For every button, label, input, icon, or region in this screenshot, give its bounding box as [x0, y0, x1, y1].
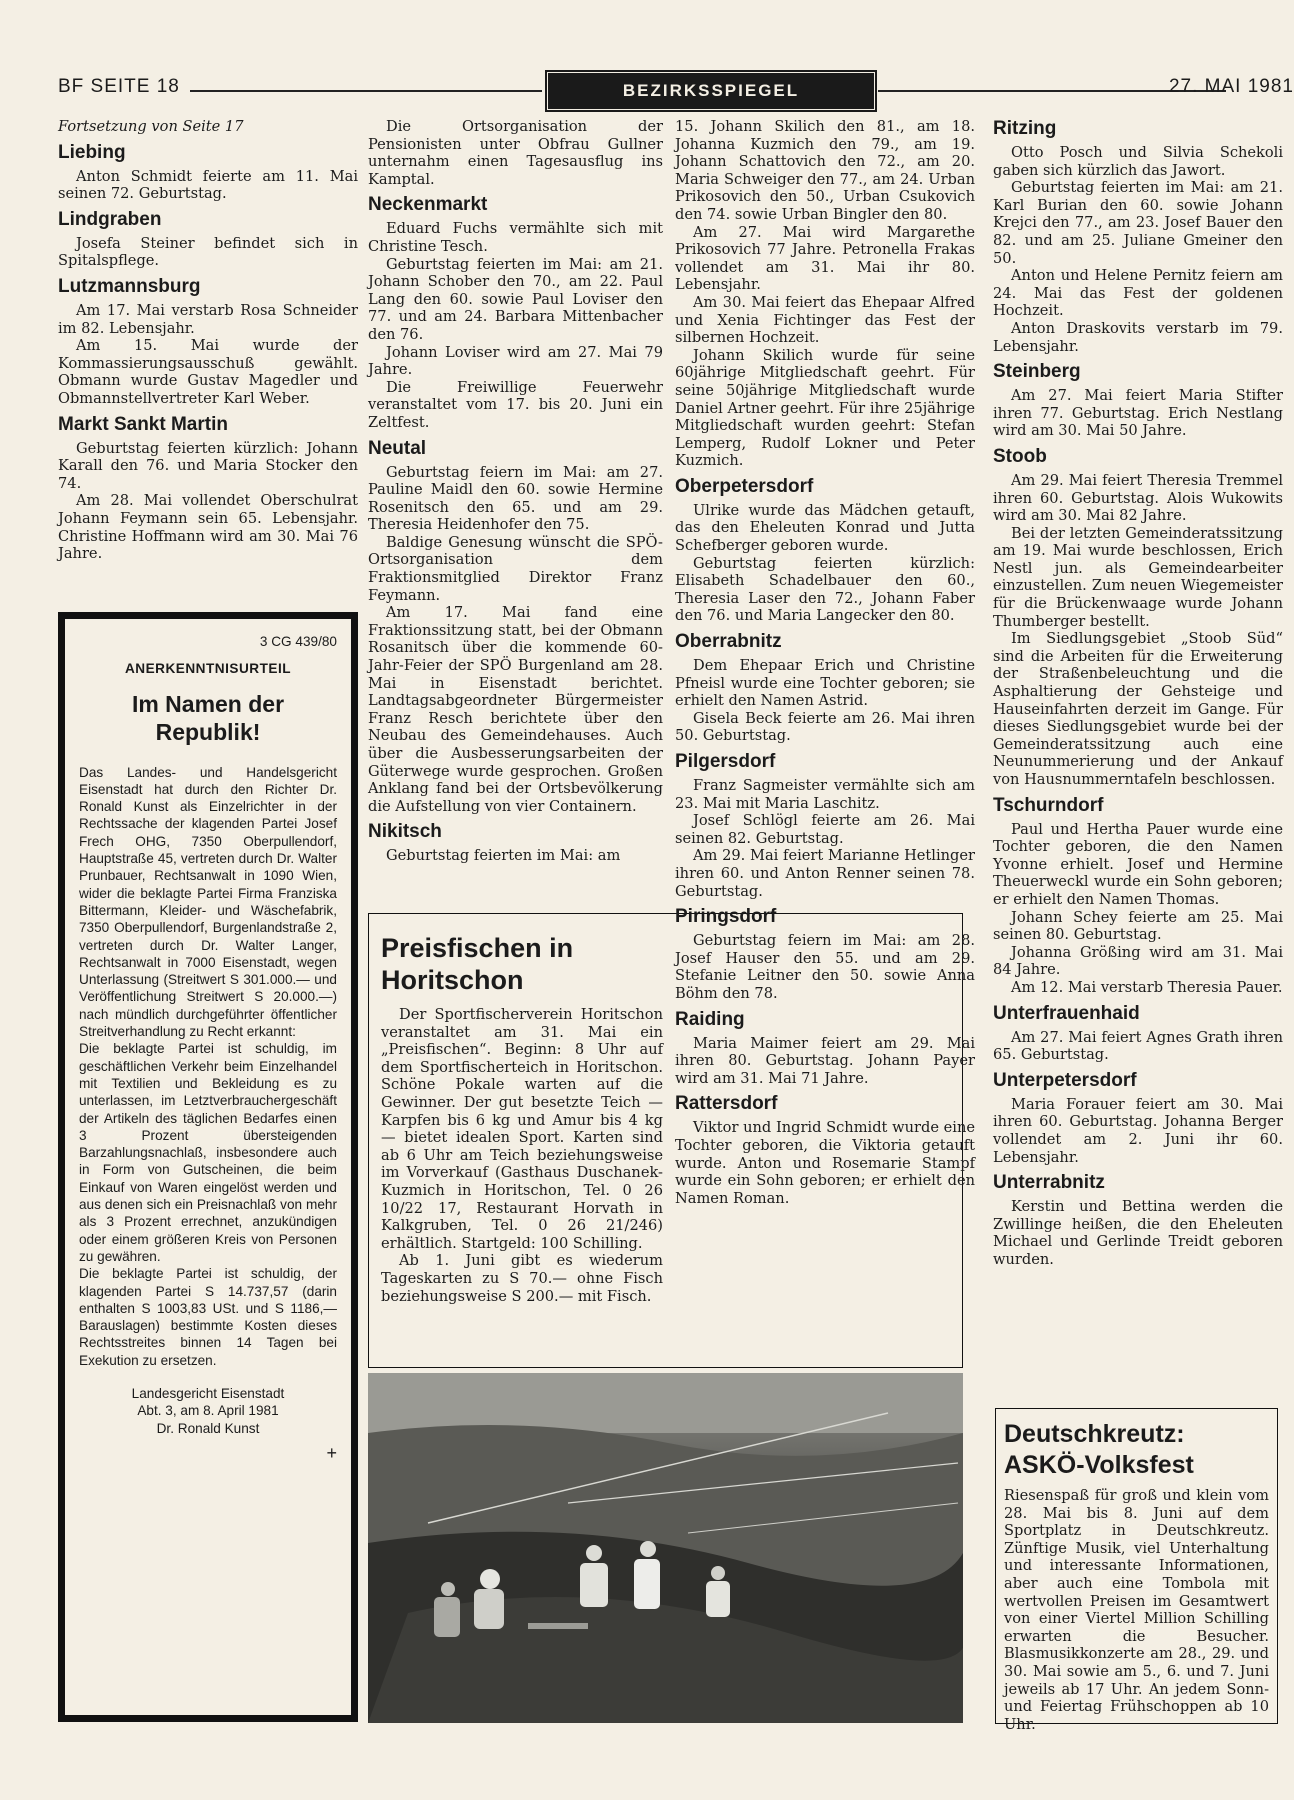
paragraph: Am 17. Mai verstarb Rosa Schneider im 82. Lebensjahr. — [58, 301, 358, 337]
header-rule-left — [190, 90, 542, 92]
photo-illustration — [368, 1373, 963, 1723]
paragraph: Geburtstag feierten im Mai: am 21. Johann Schober den 70., am 22. Paul Lang den 60. sowie Paul Loviser den 77. und am 24. Barbara Mittenbacher den 76. — [368, 255, 663, 343]
paragraph: Geburtstag feiern im Mai: am 28. Josef Hauser den 55. und am 29. Stefanie Leitner den 50. sowie Anna Böhm den 78. — [675, 932, 975, 1002]
plus-mark: + — [326, 1442, 337, 1463]
paragraph: Eduard Fuchs vermählte sich mit Christine Tesch. — [368, 220, 663, 255]
paragraph: Viktor und Ingrid Schmidt wurde eine Tochter geboren, die Viktoria getauft wurde. Anton und Rosemarie Stampf wurde ein Sohn geboren; er erhielt den Namen Roman. — [675, 1119, 975, 1207]
signature-date: Abt. 3, am 8. April 1981 — [137, 1403, 279, 1419]
heading-piringsdorf: Piringsdorf — [675, 906, 777, 928]
paragraph: Franz Sagmeister vermählte sich am 23. Mai mit Maria Laschitz. — [675, 777, 975, 812]
paragraph: Am 15. Mai wurde der Kommassierungsausschuß gewählt. Obmann wurde Gustav Magedler und Obmannstellvertreter Karl Weber. — [58, 337, 358, 407]
paragraph: Am 27. Mai wird Margarethe Prikosovich 77 Jahre. Petronella Frakas vollendet am 31. Mai ihr 80. Lebensjahr. — [675, 223, 975, 294]
deutschkreutz-title: Deutschkreutz: ASKÖ-Volksfest — [1004, 1420, 1194, 1479]
paragraph: Dem Ehepaar Erich und Christine Pfneisl wurde eine Tochter geboren; sie erhielt den Namen Astrid. — [675, 657, 975, 710]
photo-anglers — [368, 1373, 963, 1723]
page-number: BF SEITE 18 — [58, 76, 180, 97]
paragraph: Johanna Größing wird am 31. Mai 84 Jahre. — [993, 943, 1283, 979]
judgment-paragraph: Das Landes- und Handelsgericht Eisenstadt hat durch den Richter Dr. Ronald Kunst als Einzelrichter in der Rechtssache der klagenden Partei Josef Frech OHG, 7350 Oberpullendorf, Hauptstraße 45, vertreten durch Dr. Walter Prunbauer, Rechtsanwalt in 1090 Wien, wider die beklagte Partei Firma Franziska Bittermann, Kleider- und Wäschefabrik, 7350 Oberpullendorf, Burgenlandstraße 2, vertreten durch Dr. Walter Langer, Rechtsanwalt in 7000 Eisenstadt, wegen Unterlassung (Streitwert S 301.000.— und Veröffentlichung Streitwert S 20.000.—) nach mündlich durchgeführter öffentlicher Streitverhandlung zu Recht erkannt: — [79, 764, 337, 1040]
paragraph: Geburtstag feierten kürzlich: Johann Karall den 76. und Maria Stocker den 74. — [58, 439, 358, 492]
heading-liebing: Liebing — [58, 141, 126, 163]
heading-lindgraben: Lindgraben — [58, 208, 162, 230]
heading-markt-sankt-martin: Markt Sankt Martin — [58, 413, 228, 435]
paragraph: Johann Schey feierte am 25. Mai seinen 80. Geburtstag. — [993, 908, 1283, 944]
continued-note: Fortsetzung von Seite 17 — [58, 118, 244, 135]
paragraph: Am 27. Mai feiert Agnes Grath ihren 65. Geburtstag. — [993, 1028, 1283, 1064]
paragraph: Kerstin und Bettina werden die Zwillinge heißen, die den Eheleuten Michael und Gerlinde Treidt geboren wurden. — [993, 1198, 1283, 1268]
heading-tschurndorf: Tschurndorf — [993, 794, 1104, 816]
column-3 — [675, 118, 975, 1207]
paragraph: Ulrike wurde das Mädchen getauft, das den Eheleuten Konrad und Jutta Schefberger geboren wurde. — [675, 501, 975, 555]
court-judgment-box — [58, 612, 358, 1722]
preisfischen-text — [381, 1006, 663, 1305]
paragraph: Anton und Helene Pernitz feiern am 24. Mai das Fest der goldenen Hochzeit. — [993, 267, 1283, 320]
paragraph: Die Freiwillige Feuerwehr veranstaltet vom 17. bis 20. Juni ein Zeltfest. — [368, 378, 663, 431]
heading-unterrabnitz: Unterrabnitz — [993, 1172, 1105, 1194]
signature-court: Landesgericht Eisenstadt — [131, 1385, 285, 1401]
judgment-title: ANERKENNTNISURTEIL — [124, 661, 292, 677]
paragraph: Die Ortsorganisation der Pensionisten unter Obfrau Gullner unternahm einen Tagesausflug ins Kamptal. — [368, 118, 663, 188]
paragraph: 15. Johann Skilich den 81., am 18. Johanna Kuzmich den 79., am 19. Johann Schattovich den 72., am 20. Maria Schweiger den 77., am 24. Urban Prikosovich den 50., Urban Csukovich den 74. sowie Urban Bingler den 80. — [675, 118, 975, 223]
paragraph: Bei der letzten Gemeinderatssitzung am 19. Mai wurde beschlossen, Erich Nestl jun. als Gemeindearbeiter einzustellen. Zum neuen Wiegemeister für die Brückenwaage wurde Johann Thumberger bestellt. — [993, 524, 1283, 630]
column-1 — [58, 118, 358, 563]
paragraph: Geburtstag feierten im Mai: am — [386, 847, 621, 865]
heading-lutzmannsburg: Lutzmannsburg — [58, 275, 201, 297]
heading-neckenmarkt: Neckenmarkt — [368, 194, 488, 216]
judgment-paragraph: Die beklagte Partei ist schuldig, der klagenden Partei S 14.737,57 (darin enthalten S 1003,83 USt. und S 1186,— Barauslagen) bestimmte Kosten dieses Rechtsstreites binnen 14 Tagen bei Exekution zu ersetzen. — [79, 1266, 337, 1368]
paragraph: Riesenspaß für groß und klein vom 28. Mai bis 8. Juni auf dem Sportplatz in Deutschkreutz. Zünftige Musik, viel Unterhaltung und interessante Informationen, aber auch eine Tombola mit wertvollen Preisen im Gesamtwert von einer Viertel Million Schilling erwarten die Besucher. Blasmusikkonzerte am 28., 29. und 30. Mai sowie am 5., 6. und 7. Juni jeweils ab 17 Uhr. An jedem Sonn- und Feiertag Frühschoppen ab 10 Uhr. — [1004, 1487, 1269, 1733]
issue-date: 27. MAI 1981 — [1168, 76, 1294, 97]
heading-unterfrauenhaid: Unterfrauenhaid — [993, 1002, 1140, 1024]
heading-unterpetersdorf: Unterpetersdorf — [993, 1069, 1137, 1091]
paragraph: Maria Maimer feiert am 29. Mai ihren 80. Geburtstag. Johann Payer wird am 31. Mai 71 Jahre. — [675, 1034, 975, 1087]
paragraph: Josef Schlögl feierte am 26. Mai seinen 82. Geburtstag. — [675, 812, 975, 847]
paragraph: Anton Schmidt feierte am 11. Mai seinen 72. Geburtstag. — [58, 167, 358, 203]
paragraph: Im Siedlungsgebiet „Stoob Süd“ sind die Arbeiten für die Erweiterung der Straßenbeleuchtung und die Asphaltierung der Gehsteige und Hauseinfahrten derzeit im Gange. Für dieses Siedlungsgebiet wurde bei der Gemeinderatssitzung auch eine Neunummerierung und der Ankauf von Hausnummerntafeln beschlossen. — [993, 630, 1283, 788]
judgment-headline: Im Namen der Republik! — [131, 690, 285, 745]
paragraph: Am 29. Mai feiert Marianne Hetlinger ihren 60. und Anton Renner seinen 78. Geburtstag. — [675, 847, 975, 900]
paragraph: Johann Skilich wurde für seine 60jährige Mitgliedschaft geehrt. Für seine 50jährige Mitgliedschaft wurde Daniel Artner geehrt. Für ihre 25jährige Mitgliedschaft wurden geehrt: Stefan Lemperg, Rudolf Lokner und Peter Kuzmich. — [675, 346, 975, 470]
heading-ritzing: Ritzing — [993, 118, 1057, 139]
paragraph: Am 29. Mai feiert Theresia Tremmel ihren 60. Geburtstag. Alois Wukowits wird am 30. Mai 82 Jahre. — [993, 471, 1283, 525]
paragraph: Maria Forauer feiert am 30. Mai ihren 60. Geburtstag. Johanna Berger vollendet am 2. Juni ihr 60. Lebensjahr. — [993, 1095, 1283, 1166]
heading-stoob: Stoob — [993, 445, 1047, 467]
paragraph: Gisela Beck feierte am 26. Mai ihren 50. Geburtstag. — [675, 709, 975, 745]
heading-oberpetersdorf: Oberpetersdorf — [675, 475, 814, 497]
paragraph: Otto Posch und Silvia Schekoli gaben sich kürzlich das Jawort. — [993, 144, 1283, 179]
paragraph: Am 17. Mai fand eine Fraktionssitzung statt, bei der Obmann Rosanitsch über die kommende 60-Jahr-Feier der SPÖ Burgenland am 28. Mai in Eisenstadt berichtet. Landtagsabgeordneter Bürgermeister Franz Resch berichtete über den Neubau des Gemeindehauses. Auch über die Ausbesserungsarbeiten der Güterwege wurde gesprochen. Großen Anklang fand bei der Ortsbevölkerung die Aufstellung von vier Containern. — [368, 604, 663, 815]
paragraph: Josefa Steiner befindet sich in Spitalspflege. — [58, 234, 358, 270]
column-4 — [993, 118, 1283, 1268]
section-title: BEZIRKSSPIEGEL — [548, 73, 874, 109]
heading-steinberg: Steinberg — [993, 361, 1081, 383]
paragraph: Geburtstag feierten im Mai: am 21. Karl Burian den 60. sowie Johann Krejci den 77., am 23. Josef Bauer den 82. und am 25. Juliane Gmeiner den 50. — [993, 179, 1283, 267]
heading-nikitsch: Nikitsch — [368, 821, 442, 843]
case-number: 3 CG 439/80 — [259, 634, 337, 649]
signature-judge: Dr. Ronald Kunst — [156, 1420, 260, 1436]
heading-rattersdorf: Rattersdorf — [675, 1093, 778, 1115]
page-header — [58, 72, 1294, 112]
judgment-paragraph: Die beklagte Partei ist schuldig, im geschäftlichen Verkehr beim Einzelhandel mit Textilien und Bekleidung es zu unterlassen, im Letztverbrauchergeschäft der Artikeln des täglichen Bedarfes einen 3 Prozent übersteigenden Barzahlungsnachlaß, insbesondere auch in Form von Gutscheinen, die beim Einkauf von Waren eingelöst werden und aus denen sich ein Preisnachlaß von mehr als 3 Prozent errechnet, anzukündigen oder einem größeren Kreis von Personen zu gewähren. — [79, 1041, 337, 1264]
preisfischen-title: Preisfischen in Horitschon — [381, 933, 574, 995]
paragraph: Geburtstag feiern im Mai: am 27. Pauline Maidl den 60. sowie Hermine Rosenitsch den 65. und am 29. Theresia Heidenhofer den 75. — [368, 463, 663, 534]
paragraph: Ab 1. Juni gibt es wiederum Tageskarten zu S 70.— ohne Fisch beziehungsweise S 200.— mit Fisch. — [381, 1252, 663, 1305]
paragraph: Am 30. Mai feiert das Ehepaar Alfred und Xenia Fichtinger das Fest der silbernen Hochzeit. — [675, 293, 975, 347]
heading-raiding: Raiding — [675, 1008, 745, 1030]
paragraph: Am 28. Mai vollendet Oberschulrat Johann Feymann sein 65. Lebensjahr. Christine Hoffmann wird am 30. Mai 76 Jahre. — [58, 492, 358, 563]
paragraph: Am 27. Mai feiert Maria Stifter ihren 77. Geburtstag. Erich Nestlang wird am 30. Mai 50 Jahre. — [993, 387, 1283, 440]
column-2 — [368, 118, 663, 865]
paragraph: Anton Draskovits verstarb im 79. Lebensjahr. — [993, 319, 1283, 355]
paragraph: Paul und Hertha Pauer wurde eine Tochter geboren, die den Namen Yvonne erhielt. Josef und Hermine Theuerweckl wurde ein Sohn geboren; er erhielt den Namen Thomas. — [993, 820, 1283, 908]
heading-oberrabnitz: Oberrabnitz — [675, 631, 782, 653]
heading-pilgersdorf: Pilgersdorf — [675, 751, 776, 772]
deutschkreutz-box — [995, 1408, 1278, 1733]
paragraph: Am 12. Mai verstarb Theresia Pauer. — [1011, 978, 1283, 996]
paragraph: Geburtstag feierten kürzlich: Elisabeth Schadelbauer den 60., Theresia Laser den 72., Johann Faber den 76. und Maria Langecker den 80. — [675, 554, 975, 625]
paragraph: Johann Loviser wird am 27. Mai 79 Jahre. — [368, 343, 663, 379]
heading-neutal: Neutal — [368, 437, 427, 459]
paragraph: Baldige Genesung wünscht die SPÖ-Ortsorganisation dem Fraktionsmitglied Direktor Franz Feymann. — [368, 533, 663, 604]
paragraph: Der Sportfischerverein Horitschon veranstaltet am 31. Mai ein „Preisfischen“. Beginn: 8 Uhr auf dem Sportfischerteich in Horitschon. Schöne Pokale warten auf die Gewinner. Der gut besetzte Teich — Karpfen bis 6 kg und Amur bis 4 kg — bietet idealen Sport. Karten sind ab 6 Uhr am Teich beziehungsweise im Vorverkauf (Gasthaus Duschanek-Kuzmich in Horitschon, Tel. 0 26 10/22 17, Restaurant Horvath in Kalkgruben, Tel. 0 26 21/246) erhältlich. Startgeld: 100 Schilling. — [381, 1006, 663, 1252]
